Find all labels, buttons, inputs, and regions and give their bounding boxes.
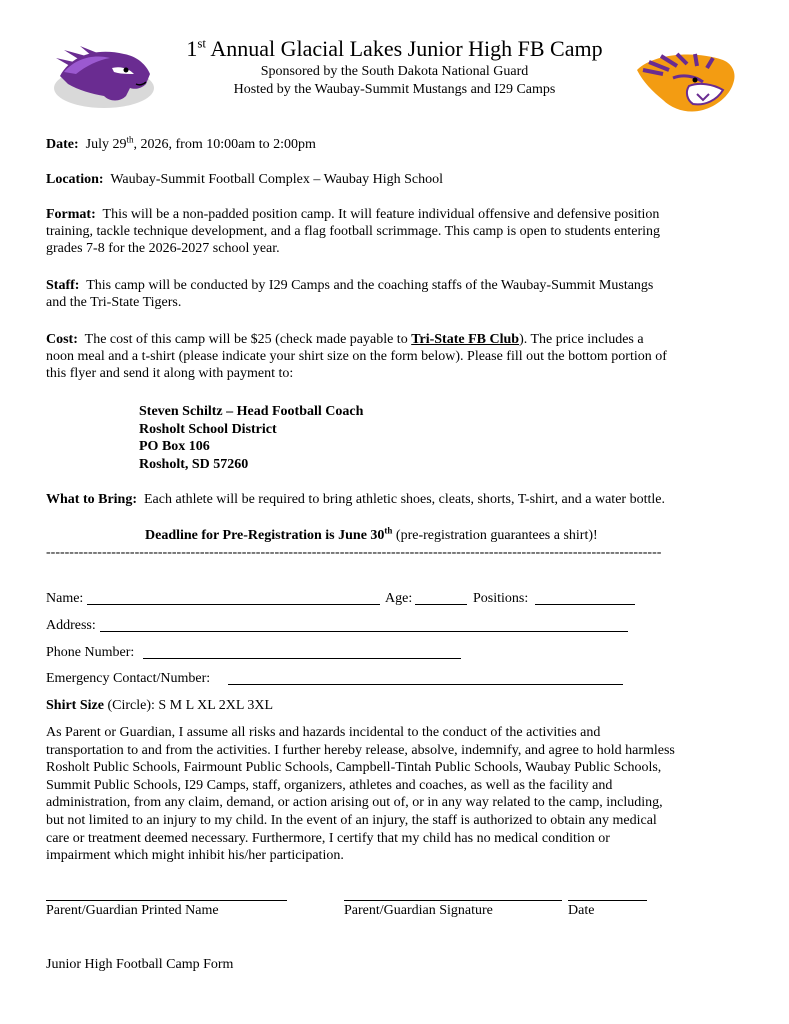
date-line: Date: July 29th, 2026, from 10:00am to 2:00pm xyxy=(46,134,316,152)
positions-field[interactable] xyxy=(535,604,635,605)
footer-text: Junior High Football Camp Form xyxy=(46,957,234,972)
document-title: 1st Annual Glacial Lakes Junior High FB Camp xyxy=(186,35,603,61)
tiger-logo-icon xyxy=(633,50,739,114)
phone-field[interactable] xyxy=(143,658,461,659)
address-label: Address: xyxy=(46,618,96,633)
name-label: Name: xyxy=(46,591,84,606)
signature-label: Parent/Guardian Signature xyxy=(344,903,493,918)
hosts-line: Hosted by the Waubay-Summit Mustangs and I29 Camps xyxy=(233,82,556,97)
age-label: Age: xyxy=(385,591,413,606)
positions-label: Positions: xyxy=(473,591,529,606)
deadline-line: Deadline for Pre-Registration is June 30th (pre-registration guarantees a shirt)! xyxy=(145,525,598,543)
name-field[interactable] xyxy=(87,604,380,605)
emergency-label: Emergency Contact/Number: xyxy=(46,671,211,686)
waiver-text: As Parent or Guardian, I assume all risks and hazards incidental to the conduct of the activities and transportation to and from the activities. I further hereby release, absolve, indemnify, and agree to hold harmless Rosholt Public Schools, Fairmount Public Schools, Campbell-Tintah Public Schools, Waubay Public Schools, Summit Public Schools, I29 Camps, staff, organizers, athletes and coaches, as well as the facility and administration, from any claim, demand, or action arising out of, or in any way related to the camp, including, but not limited to an injury to my child. In the event of an injury, the staff is authorized to obtain any medical care or treatment deemed necessary. Furthermore, I certify that my child has no medical condition or impairment which might inhibit his/her participation. xyxy=(46,725,675,864)
printed-name-label: Parent/Guardian Printed Name xyxy=(46,903,219,918)
phone-label: Phone Number: xyxy=(46,645,135,660)
location-line: Location: Waubay-Summit Football Complex – Waubay High School xyxy=(46,172,443,187)
signature-field[interactable] xyxy=(344,900,562,901)
mailing-address: Steven Schiltz – Head Football Coach Rosholt School District PO Box 106 Rosholt, SD 57260 xyxy=(139,404,364,472)
cost-section: Cost: The cost of this camp will be $25 (check made payable to Tri-State FB Club). The price includes a noon meal and a t-shirt (please indicate your shirt size on the form below). Please fill out the bottom portion of this flyer and send it along with payment to: xyxy=(46,332,667,381)
payee-name: Tri-State FB Club xyxy=(411,332,520,347)
format-section: Format: This will be a non-padded position camp. It will feature individual offensive and defensive position training, tackle technique development, and a flag football scrimmage. This camp is open to students entering grades 7-8 for the 2026-2027 school year. xyxy=(46,207,661,256)
date-label: Date xyxy=(568,903,595,918)
emergency-field[interactable] xyxy=(228,684,623,685)
mustang-logo-icon xyxy=(50,44,158,112)
age-field[interactable] xyxy=(415,604,467,605)
address-field[interactable] xyxy=(100,631,628,632)
date-field[interactable] xyxy=(568,900,647,901)
staff-section: Staff: This camp will be conducted by I29 Camps and the coaching staffs of the Waubay-Summit Mustangs and the Tri-State Tigers. xyxy=(46,278,654,310)
shirt-size-line: Shirt Size (Circle): S M L XL 2XL 3XL xyxy=(46,698,274,713)
sponsor-line: Sponsored by the South Dakota National Guard xyxy=(260,64,529,79)
printed-name-field[interactable] xyxy=(46,900,287,901)
bring-line: What to Bring: Each athlete will be required to bring athletic shoes, cleats, shorts, T-shirt, and a water bottle. xyxy=(46,492,665,507)
cut-line-divider: ------------------------------------------------------------------------------------------------------------------------------------ xyxy=(46,545,662,560)
